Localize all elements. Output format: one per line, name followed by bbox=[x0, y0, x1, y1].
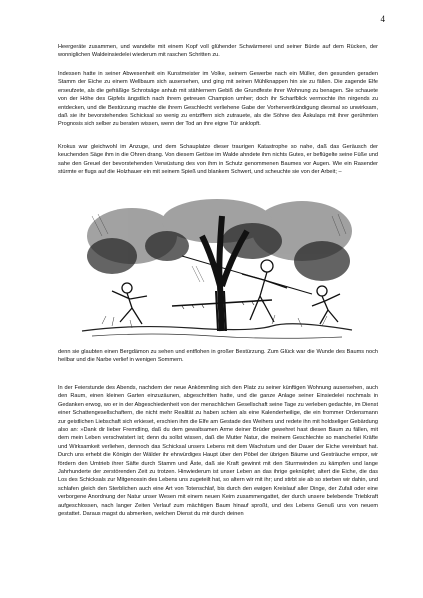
paragraph-3: Krokus war gleichwohl im Anzuge, und dem Schauplatze dieser traurigen Katastrophe so nahe, daß das Geräusch der keuchenden Säge ihm in die Ohren drang. Von diesem Getöse im Walde ahndete ihm nichts Gutes, er beflügelte seine Füße und sahe den Greuel der bevorstehenden Verwüstung des von ihm in Schutz genommenen Baumes vor Augen. Wie ein Rasender stürmte er flugs auf die Holzhauer ein mit seinem Spieß und blankem Schwert, und scheuchte sie von der Arbeit; – bbox=[58, 144, 378, 176]
woodcut-illustration bbox=[72, 196, 358, 346]
paragraph-4: denn sie glaubten einen Bergdämon zu sehen und entflohen in großer Bestürzung. Zum Glück war die Wunde des Baums noch heilbar und die Narbe verlief in wenigen Sommern. bbox=[58, 349, 378, 364]
paragraph-2: Indessen hatte in seiner Abwesenheit ein Kunstmeister im Volke, seinem Gewerbe nach ein Müller, den gesunden geraden Stamm der Eiche zu einem Wellbaum sich ausersehen, und ging mit seinen Mühlknappen hin sie zu fällen. Die zagende Elfe erseufzete, als die gefräßige Schrotsäge anhub mit stählernem Gebiß die Grundfeste ihrer Wohnung zu benagen. Sie schauete von der Höhe des Gipfels ängstlich nach ihrem getreuen Champion umher; doch ihr Scharfblick vermochte ihn nirgends zu entdecken, und die Bestürzung machte die ihrem Geschlecht verliehene Gabe der Vorhervertkündigung diesmal so unwirksam, daß sie ihr bevorstehendes Schicksal so wenig zu entziffern sich zutrauete, als die Söhne des Äskulaps mit ihrer gerühmten Prognosis sich selber zu beraten wissen, wenn der Tod an ihre eigne Tür anklopft. bbox=[58, 71, 378, 128]
paragraph-5: In der Feierstunde des Abends, nachdem der neue Ankömmling sich den Platz zu seiner künftigen Wohnung ausersehen, auch den Raum, einen kleinen Garten einzuzäunen, abgeschritten hatte, und die ganze Anlage seiner Einsiedelei nochmals in Gedanken erwog, wo er in der Abgeschiedenheit von der menschlichen Gesellschaft seine Tage zu verleben gedachte, im Dienst einer Schattengesellschaftern, die nicht mehr Realität zu haben schien als eine Kalenderheilige, die ein frommer Ordensmann zur geistlichen Liebschaft sich erkieset, erschien ihm die Elfe am Gestade des Weihers und redete ihn mit holdseliger Gebärdung also an: »Dank dir lieber Fremdling, daß du dem gewaltsamen Arme deiner Brüder gewehret hast diesen Baum zu fällen, mit dem mein Leben verschwistert ist; denn du sollst wissen, daß die Mutter Natur, die meinem Geschlechte so mancherlei Kräfte und Wirksamkeit verliehen, dennoch das Schicksal unsers Lebens mit dem Wachstum und der Dauer der Eiche vereinbart hat. Durch uns erhebt die Königin der Wälder ihr ehrwürdiges Haupt über den Pöbel der übrigen Bäume und Gesträuche empor, wir fördern den Umtrieb ihrer Säfte durch Stamm und Äste, daß sie Kraft gewinnt mit den Sturmwinden zu kämpfen und lange Jahrhunderte der zerstörenden Zeit zu trotzen. Hinwiederum ist unser Leben an das ihrige geknüpfet; altert die Eiche, die das Los des Schicksals zur Mitgenossin des Lebens uns zugeteilt hat, so altern wir mit ihr; und stirbt sie ab so sterben wir dahin, und schlafen gleich den Sterblichen auch eine Art von Totenschlaf, bis durch den ewigen Kreislauf aller Dinge, der Zufall oder eine verborgene Anordnung der Natur unser Wesen mit einem neuen Keim zusammengattet, der durch unsere belebende Triebkraft aufgeschlossen, nach langer Zeiten Verlauf zum mächtigen Baum hinauf sproßt, und des Lebens Genuß uns von neuem gestattet. Daraus magst du abmerken, welchen Dienst du mir durch deinen bbox=[58, 385, 378, 518]
page-number: 4 bbox=[380, 14, 385, 24]
paragraph-1: Heergeräte zusammen, und wandelte mit einem Kopf voll glühender Schwärmerei und seiner Bürde auf dem Rücken, der wonniglichen Waldeinsiedelei wiederum mit raschen Schritten zu. bbox=[58, 44, 378, 59]
